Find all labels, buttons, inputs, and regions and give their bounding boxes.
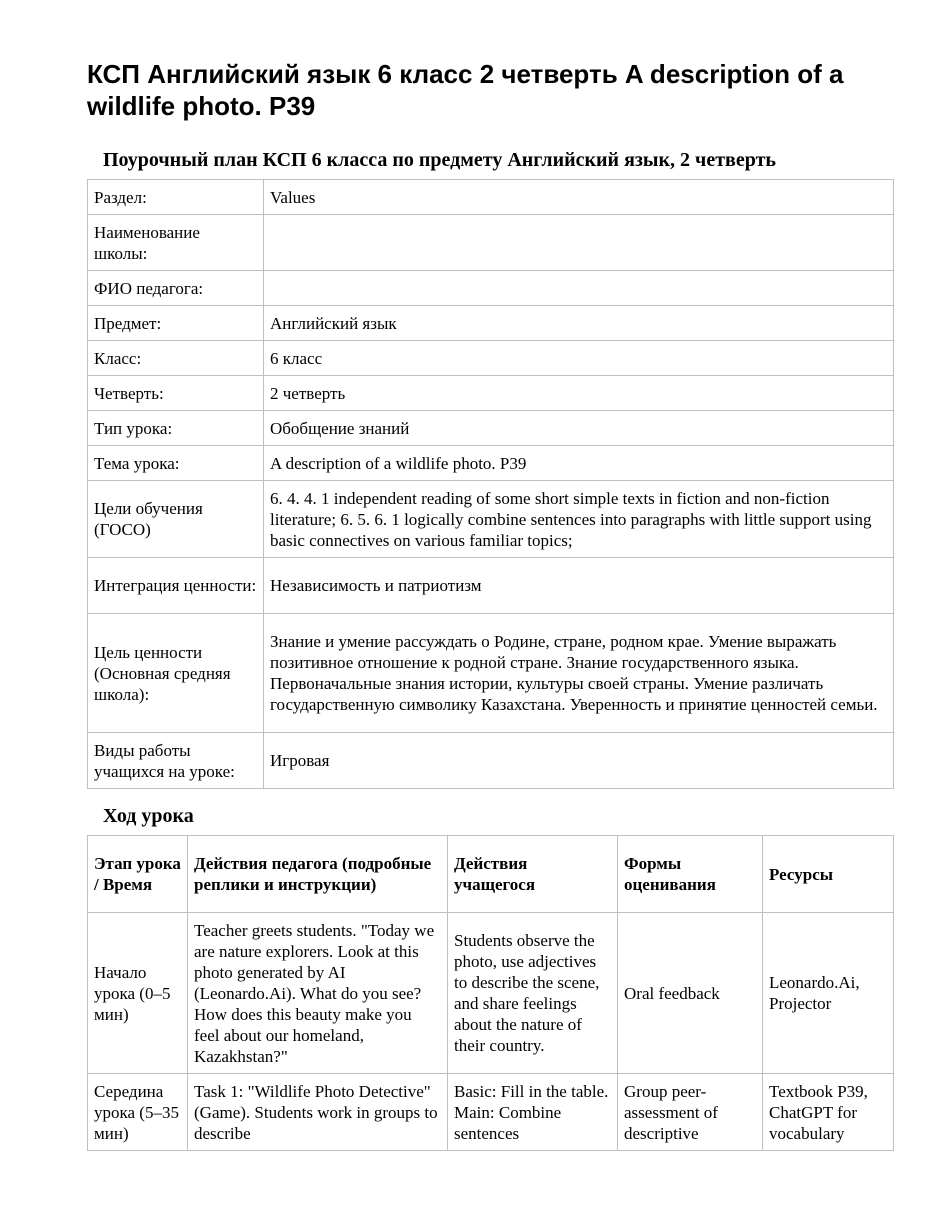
table-row <box>88 271 894 306</box>
page-title: КСП Английский язык 6 класс 2 четверть A description of a wildlife photo. P39 <box>87 59 844 121</box>
column-header-student: Действия учащегося <box>448 836 618 913</box>
table-row <box>88 446 894 481</box>
table-row <box>88 341 894 376</box>
plan-heading: Поурочный план КСП 6 класса по предмету Английский язык, 2 четверть <box>103 149 776 171</box>
stage-cell: Начало урока (0–5 мин) <box>88 913 188 1074</box>
table-row <box>88 481 894 558</box>
lesson-progress-table <box>87 835 894 1151</box>
table-header-row <box>88 836 894 913</box>
table-row <box>88 215 894 271</box>
column-header-teacher: Действия педагога (подробные реплики и инструкции) <box>188 836 448 913</box>
info-value: Английский язык <box>264 306 894 341</box>
column-header-stage: Этап урока / Время <box>88 836 188 913</box>
teacher-cell: Task 1: "Wildlife Photo Detective" (Game). Students work in groups to describe <box>188 1074 448 1151</box>
table-row <box>88 733 894 789</box>
info-label: Цель ценности (Основная средняя школа): <box>88 614 264 733</box>
table-row <box>88 411 894 446</box>
info-value: Игровая <box>264 733 894 789</box>
teacher-cell: Teacher greets students. "Today we are nature explorers. Look at this photo generated by AI (Leonardo.Ai). What do you see? How does this beauty make you feel about our homeland, Kazakhstan?" <box>188 913 448 1074</box>
progress-heading: Ход урока <box>103 805 194 827</box>
info-value <box>264 215 894 271</box>
info-value: A description of a wildlife photo. P39 <box>264 446 894 481</box>
student-cell: Basic: Fill in the table. Main: Combine sentences <box>448 1074 618 1151</box>
info-value <box>264 271 894 306</box>
info-label: Наименование школы: <box>88 215 264 271</box>
table-row <box>88 558 894 614</box>
info-label: Класс: <box>88 341 264 376</box>
column-header-assessment: Формы оценивания <box>618 836 763 913</box>
info-value: Знание и умение рассуждать о Родине, стране, родном крае. Умение выражать позитивное отношение к родной стране. Знание государственного языка. Первоначальные знания истории, культуры своей страны. Умение различать государственную символику Казахстана. Уверенность и принятие ценностей семьи. <box>264 614 894 733</box>
assessment-cell: Oral feedback <box>618 913 763 1074</box>
info-value: Обобщение знаний <box>264 411 894 446</box>
info-label: Раздел: <box>88 180 264 215</box>
stage-cell: Середина урока (5–35 мин) <box>88 1074 188 1151</box>
table-row <box>88 306 894 341</box>
resources-cell: Textbook P39, ChatGPT for vocabulary <box>763 1074 894 1151</box>
resources-cell: Leonardo.Ai, Projector <box>763 913 894 1074</box>
table-row <box>88 180 894 215</box>
lesson-info-table <box>87 179 894 789</box>
student-cell: Students observe the photo, use adjectives to describe the scene, and share feelings about the nature of their country. <box>448 913 618 1074</box>
assessment-cell: Group peer-assessment of descriptive <box>618 1074 763 1151</box>
info-label: Четверть: <box>88 376 264 411</box>
table-row <box>88 376 894 411</box>
info-label: ФИО педагога: <box>88 271 264 306</box>
table-row <box>88 614 894 733</box>
info-value: Values <box>264 180 894 215</box>
info-label: Цели обучения (ГОСО) <box>88 481 264 558</box>
info-label: Тип урока: <box>88 411 264 446</box>
info-value: 6. 4. 4. 1 independent reading of some short simple texts in fiction and non-fiction literature; 6. 5. 6. 1 logically combine sentences into paragraphs with little support using basic connectives on various familiar topics; <box>264 481 894 558</box>
info-value: 2 четверть <box>264 376 894 411</box>
info-label: Тема урока: <box>88 446 264 481</box>
info-label: Предмет: <box>88 306 264 341</box>
info-label: Интеграция ценности: <box>88 558 264 614</box>
info-label: Виды работы учащихся на уроке: <box>88 733 264 789</box>
info-value: Независимость и патриотизм <box>264 558 894 614</box>
table-row <box>88 1074 894 1151</box>
table-row <box>88 913 894 1074</box>
column-header-resources: Ресурсы <box>763 836 894 913</box>
info-value: 6 класс <box>264 341 894 376</box>
